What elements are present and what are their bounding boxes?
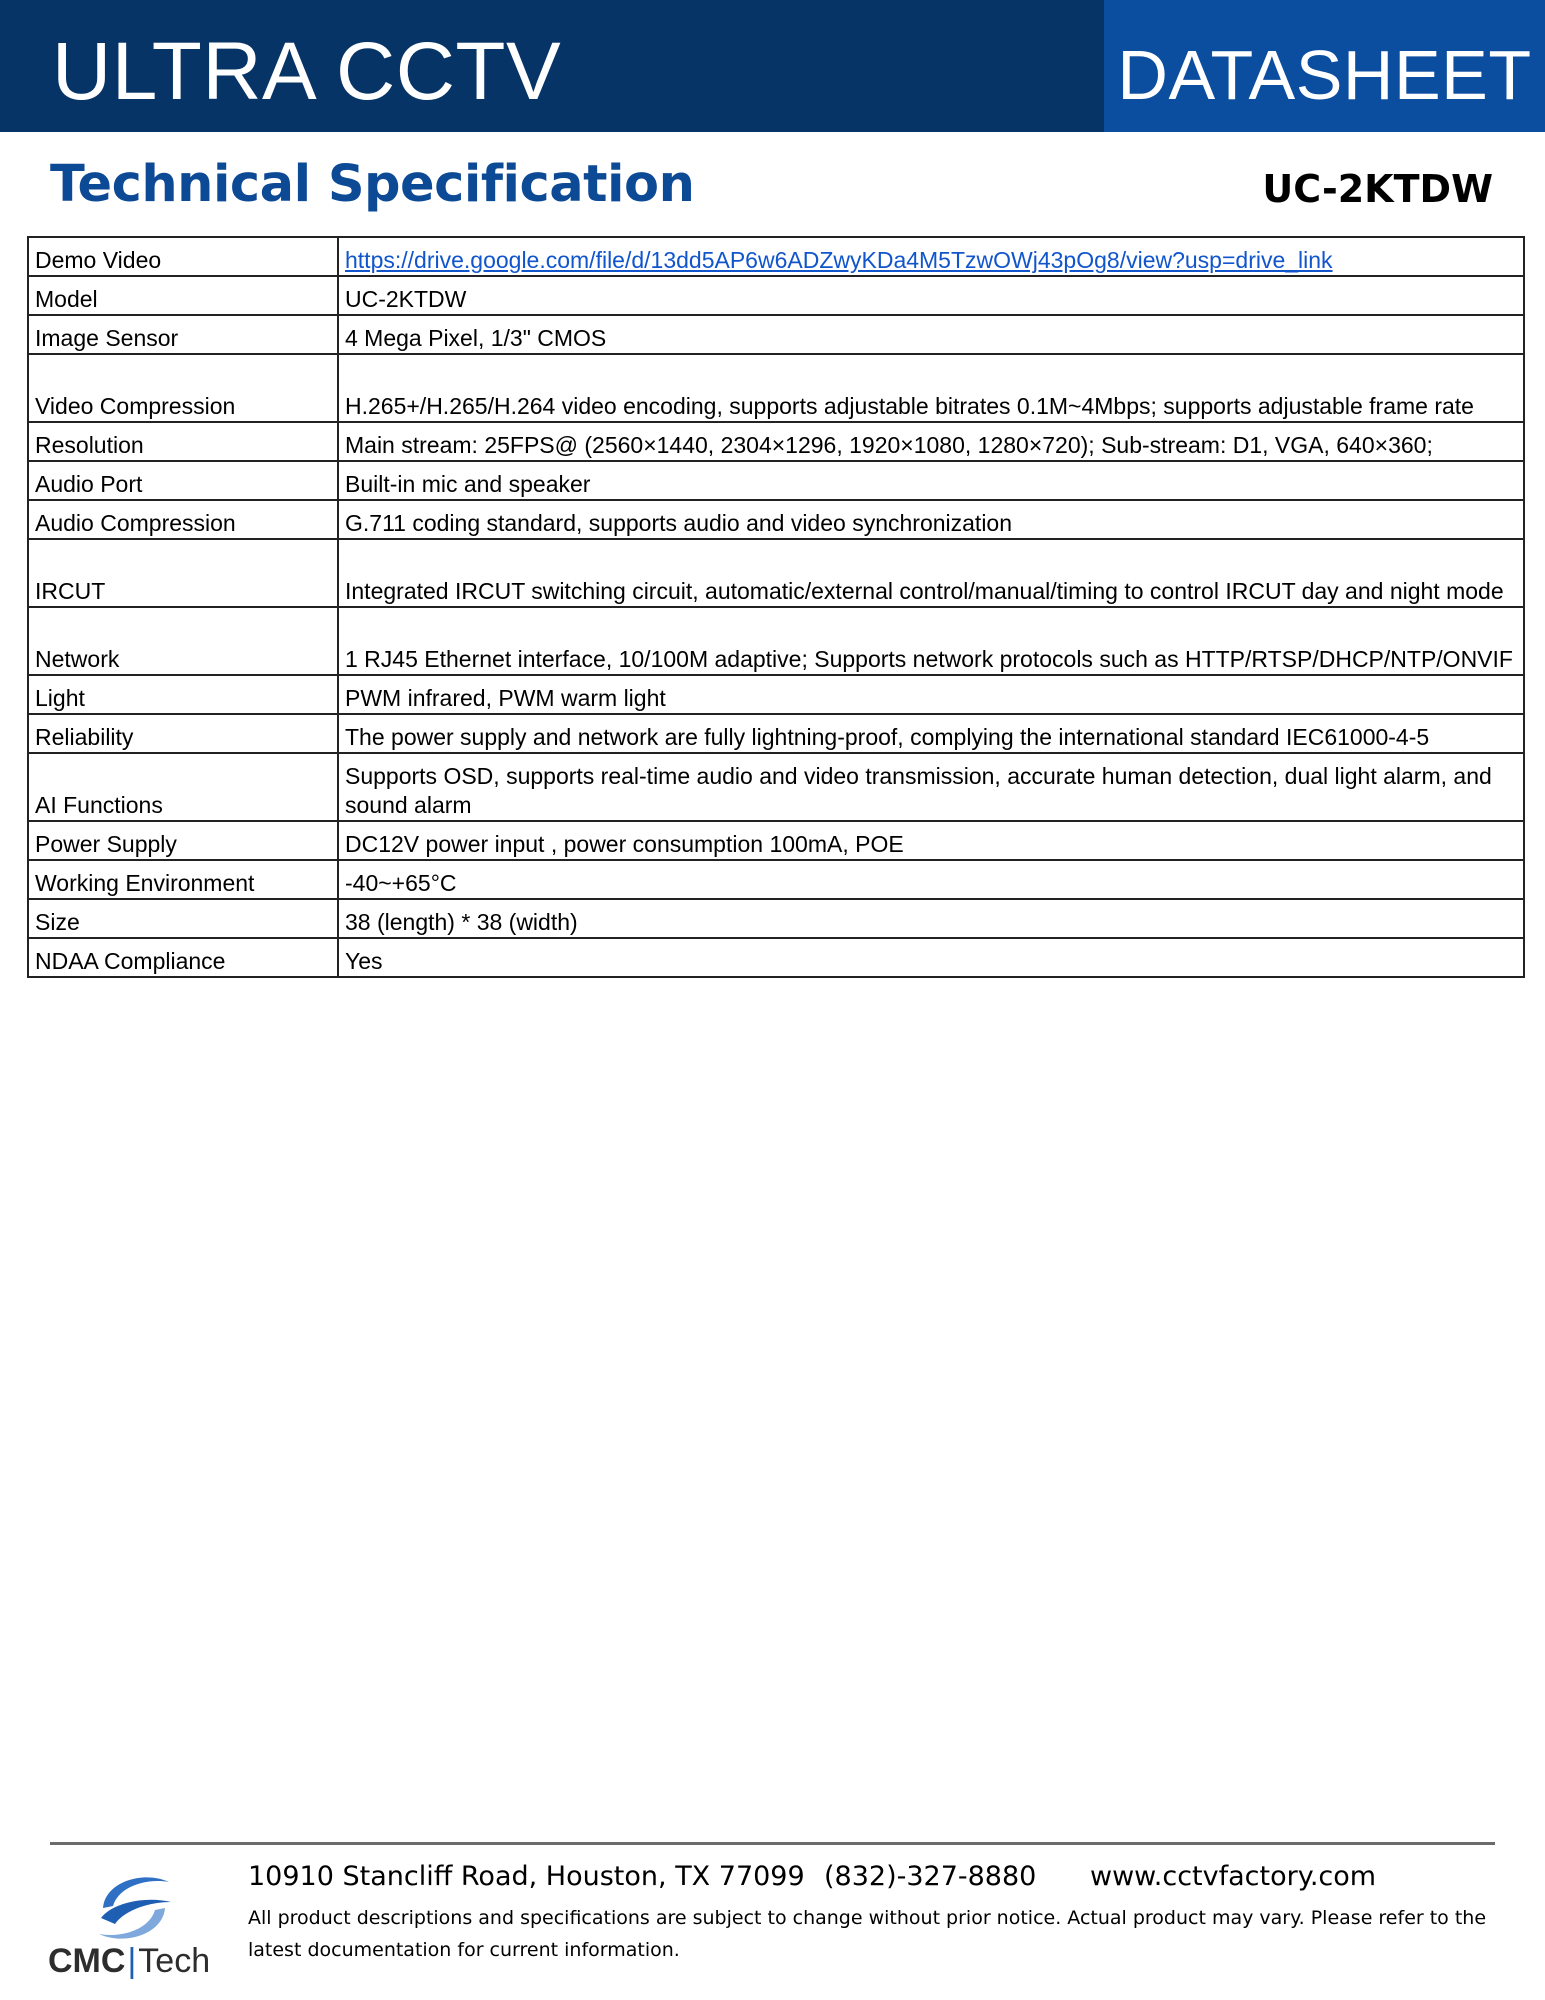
spec-value: Supports OSD, supports real-time audio and video transmission, accurate human detection, dual light alarm, and sound alarm [338,753,1524,821]
company-logo [48,1860,218,1980]
table-row [28,315,1524,354]
cmc-swoosh-icon [91,1868,177,1948]
table-row [28,821,1524,860]
header-datasheet-tag: DATASHEET [1104,0,1545,132]
spec-label: Audio Port [28,461,338,500]
spec-table [27,236,1525,978]
spec-value: H.265+/H.265/H.264 video encoding, supports adjustable bitrates 0.1M~4Mbps; supports adjustable frame rate [338,354,1524,422]
footer-phone: (832)-327-8880 [824,1861,1037,1892]
spec-value [338,237,1524,276]
table-row [28,539,1524,607]
table-row [28,753,1524,821]
table-row [28,938,1524,977]
spec-value: Built-in mic and speaker [338,461,1524,500]
spec-value: Integrated IRCUT switching circuit, automatic/external control/manual/timing to control IRCUT day and night mode [338,539,1524,607]
spec-value: UC-2KTDW [338,276,1524,315]
table-row [28,675,1524,714]
spec-value: The power supply and network are fully lightning-proof, complying the international standard IEC61000-4-5 [338,714,1524,753]
spec-label: Reliability [28,714,338,753]
table-row [28,607,1524,675]
spec-label: NDAA Compliance [28,938,338,977]
title-row [0,140,1545,230]
spec-value: PWM infrared, PWM warm light [338,675,1524,714]
spec-label: IRCUT [28,539,338,607]
table-row [28,860,1524,899]
spec-value: Main stream: 25FPS@ (2560×1440, 2304×1296, 1920×1080, 1280×720); Sub-stream: D1, VGA, 640×360; [338,422,1524,461]
footer-contacts [248,1857,1508,1897]
spec-label: Video Compression [28,354,338,422]
logo-wordmark: CMC|Tech [48,1942,211,1980]
spec-label: Light [28,675,338,714]
spec-label: Image Sensor [28,315,338,354]
table-row [28,500,1524,539]
spec-value: G.711 coding standard, supports audio and video synchronization [338,500,1524,539]
table-row [28,354,1524,422]
spec-label: Audio Compression [28,500,338,539]
page-header [0,0,1545,132]
demo-video-link[interactable]: https://drive.google.com/file/d/13dd5AP6w6ADZwyKDa4M5TzwOWj43pOg8/view?usp=drive_link [345,247,1333,273]
table-row [28,276,1524,315]
footer-divider [50,1842,1495,1845]
footer-address: 10910 Stancliff Road, Houston, TX 77099 [248,1861,805,1892]
spec-label: Model [28,276,338,315]
spec-label: Network [28,607,338,675]
spec-label: Size [28,899,338,938]
spec-label: Power Supply [28,821,338,860]
table-row [28,422,1524,461]
spec-value: -40~+65°C [338,860,1524,899]
spec-value: DC12V power input , power consumption 100mA, POE [338,821,1524,860]
model-code: UC-2KTDW [1262,167,1493,211]
logo-wordmark-bold: CMC [48,1942,126,1980]
footer-website: www.cctvfactory.com [1090,1861,1377,1892]
spec-label: Demo Video [28,237,338,276]
spec-value: 4 Mega Pixel, 1/3" CMOS [338,315,1524,354]
logo-wordmark-light: Tech [138,1942,211,1980]
table-row [28,899,1524,938]
table-row [28,237,1524,276]
spec-value: 1 RJ45 Ethernet interface, 10/100M adaptive; Supports network protocols such as HTTP/RTSP/DHCP/NTP/ONVIF [338,607,1524,675]
spec-value: 38 (length) * 38 (width) [338,899,1524,938]
footer-disclaimer: All product descriptions and specifications are subject to change without prior notice. Actual product may vary. Please refer to the latest documentation for current information. [248,1907,1487,1961]
spec-value: Yes [338,938,1524,977]
page-title: Technical Specification [50,155,695,214]
spec-label: Resolution [28,422,338,461]
spec-label: AI Functions [28,753,338,821]
table-row [28,461,1524,500]
table-row [28,714,1524,753]
header-brand: ULTRA CCTV [52,26,562,117]
spec-label: Working Environment [28,860,338,899]
